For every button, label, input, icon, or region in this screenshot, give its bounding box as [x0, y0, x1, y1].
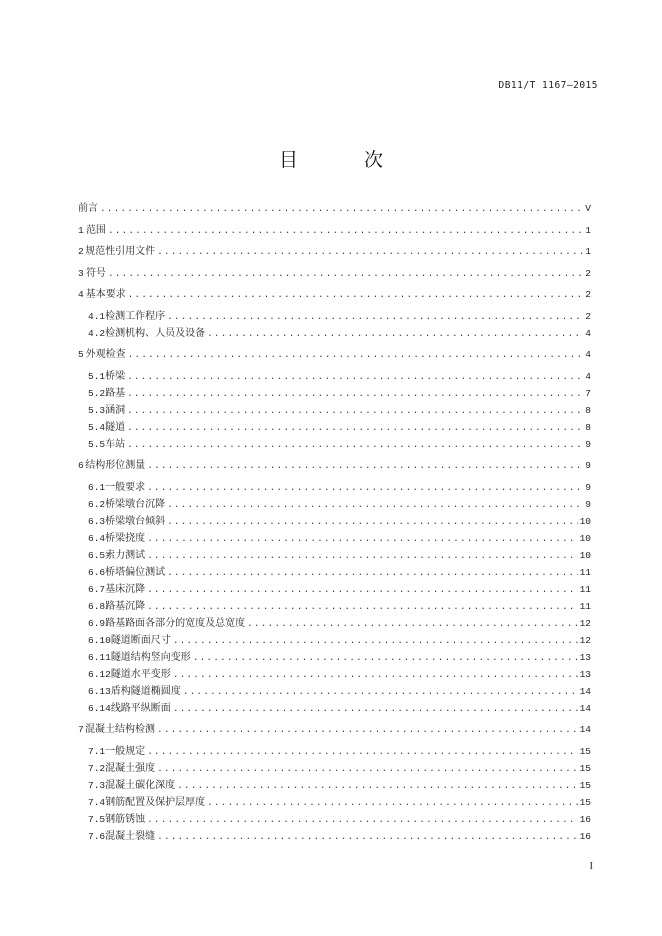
toc-entry-page: 1 — [585, 224, 591, 236]
toc-entry[interactable] — [78, 418, 591, 435]
toc-entry-title: 结构形位测量 — [85, 460, 146, 471]
toc-entry[interactable] — [78, 264, 591, 281]
toc-entry-title: 涵洞 — [105, 404, 126, 416]
toc-entry-title: 桥梁挠度 — [105, 532, 146, 544]
toc-entry-page: 2 — [585, 267, 591, 279]
toc-entry-page: 14 — [579, 702, 591, 714]
toc-entry-page: 14 — [579, 724, 591, 735]
toc-entry-page: 15 — [579, 779, 591, 791]
toc-entry-page: 4 — [585, 349, 591, 360]
toc-dot-leader — [127, 371, 583, 382]
toc-entry[interactable] — [78, 199, 591, 216]
toc-entry[interactable] — [78, 546, 591, 563]
toc-entry[interactable] — [78, 776, 591, 793]
toc-entry-page: 12 — [579, 617, 591, 629]
toc-dot-leader — [157, 246, 583, 257]
toc-entry-number: 6.10 — [88, 634, 111, 646]
toc-entry[interactable] — [78, 285, 591, 302]
toc-entry-number: 6.13 — [88, 685, 111, 697]
toc-entry-title: 外观检查 — [85, 349, 126, 360]
toc-entry-title: 前言 — [78, 203, 98, 214]
toc-entry-title: 线路平纵断面 — [110, 702, 171, 714]
toc-dot-leader — [108, 268, 583, 279]
toc-entry[interactable] — [78, 324, 591, 341]
toc-entry-page: 9 — [585, 481, 591, 493]
toc-entry-number: 7.6 — [88, 830, 106, 842]
toc-entry-title: 规范性引用文件 — [85, 246, 156, 257]
toc-entry-title: 路基路面各部分的宽度及总宽度 — [105, 617, 246, 629]
toc-entry-page: 15 — [579, 745, 591, 757]
toc-entry[interactable] — [78, 580, 591, 597]
toc-dot-leader — [147, 460, 583, 471]
toc-entry-page: 11 — [579, 600, 591, 612]
toc-entry-page: 11 — [579, 583, 591, 595]
toc-entry-title: 隧道断面尺寸 — [110, 634, 171, 646]
toc-entry-number: 7.2 — [88, 762, 106, 774]
toc-entry-title: 隧道 — [105, 421, 126, 433]
toc-entry-title: 桥梁墩台倾斜 — [105, 515, 166, 527]
toc-entry-page: 13 — [579, 668, 591, 680]
toc-dot-leader — [167, 567, 577, 578]
toc-entry-page: 1 — [585, 246, 591, 257]
page-number: I — [589, 861, 593, 872]
toc-entry-number: 6.1 — [88, 481, 106, 493]
toc-entry[interactable] — [78, 307, 591, 324]
toc-dot-leader — [147, 814, 577, 825]
toc-entry[interactable] — [78, 597, 591, 614]
toc-entry[interactable] — [78, 648, 591, 665]
toc-entry-page: 16 — [579, 830, 591, 842]
toc-entry-title: 桥梁 — [105, 370, 126, 382]
toc-entry-number: 5.4 — [88, 421, 106, 433]
toc-entry-title: 范围 — [85, 224, 106, 236]
toc-entry-number: 4.2 — [88, 327, 106, 339]
toc-entry-title: 桥梁墩台沉降 — [105, 498, 166, 510]
toc-entry[interactable] — [78, 631, 591, 648]
page-title: 目 次 — [278, 149, 414, 171]
table-of-contents — [78, 199, 591, 844]
toc-entry-page: 12 — [579, 634, 591, 646]
toc-entry-number: 5.3 — [88, 404, 106, 416]
toc-dot-leader — [157, 763, 577, 774]
toc-entry-title: 混凝土裂缝 — [105, 830, 156, 842]
toc-entry-number: 6.3 — [88, 515, 106, 527]
toc-entry[interactable] — [78, 401, 591, 418]
toc-dot-leader — [147, 533, 577, 544]
toc-entry[interactable] — [78, 529, 591, 546]
toc-entry-page: 9 — [585, 498, 591, 510]
toc-entry[interactable] — [78, 242, 591, 259]
toc-dot-leader — [147, 746, 577, 757]
toc-entry-number: 4.1 — [88, 310, 106, 322]
toc-entry-number: 1 — [78, 224, 84, 236]
toc-entry[interactable] — [78, 614, 591, 631]
toc-entry[interactable] — [78, 367, 591, 384]
toc-dot-leader — [127, 388, 583, 399]
toc-entry-page: 8 — [585, 421, 591, 433]
toc-dot-leader — [173, 669, 578, 680]
toc-entry-title: 检测工作程序 — [105, 310, 166, 322]
toc-entry[interactable] — [78, 827, 591, 844]
toc-entry-page: 13 — [579, 651, 591, 663]
toc-entry[interactable] — [78, 810, 591, 827]
toc-entry[interactable] — [78, 793, 591, 810]
toc-entry[interactable] — [78, 563, 591, 580]
toc-entry-page: 9 — [585, 438, 591, 450]
toc-entry-number: 7.3 — [88, 779, 106, 791]
toc-entry-page: 14 — [579, 685, 591, 697]
toc-entry-title: 隧道水平变形 — [110, 668, 171, 680]
toc-entry-number: 4 — [78, 289, 84, 300]
toc-dot-leader — [127, 422, 583, 433]
toc-entry-number: 3 — [78, 267, 84, 279]
toc-entry-title: 隧道结构竖向变形 — [110, 651, 191, 663]
toc-entry-title: 基床沉降 — [105, 583, 146, 595]
toc-dot-leader — [147, 584, 577, 595]
toc-entry-page: 10 — [579, 532, 591, 544]
toc-entry-number: 6 — [78, 460, 84, 471]
toc-entry-page: 11 — [579, 566, 591, 578]
toc-entry-title: 检测机构、人员及设备 — [105, 327, 206, 339]
toc-entry[interactable] — [78, 699, 591, 716]
toc-entry-title: 盾构隧道椭圆度 — [110, 685, 181, 697]
toc-dot-leader — [108, 225, 583, 236]
toc-entry-title: 索力测试 — [105, 549, 146, 561]
toc-entry-number: 5.5 — [88, 438, 106, 450]
toc-dot-leader — [167, 499, 583, 510]
toc-entry-page: 9 — [585, 460, 591, 471]
toc-entry-title: 钢筋锈蚀 — [105, 813, 146, 825]
toc-dot-leader — [207, 797, 577, 808]
toc-dot-leader — [127, 405, 583, 416]
toc-entry[interactable] — [78, 720, 591, 737]
toc-entry-number: 7.1 — [88, 745, 106, 757]
toc-entry[interactable] — [78, 456, 591, 473]
toc-entry-number: 5.2 — [88, 387, 106, 399]
toc-entry-page: 10 — [579, 515, 591, 527]
toc-entry-number: 6.4 — [88, 532, 106, 544]
toc-dot-leader — [128, 349, 584, 360]
toc-entry[interactable] — [78, 759, 591, 776]
toc-dot-leader — [127, 439, 583, 450]
toc-entry-number: 7.5 — [88, 813, 106, 825]
toc-entry-page: V — [585, 203, 591, 214]
toc-entry-page: 4 — [585, 370, 591, 382]
toc-dot-leader — [173, 703, 578, 714]
toc-dot-leader — [100, 203, 583, 214]
toc-dot-leader — [157, 831, 577, 842]
toc-entry-page: 16 — [579, 813, 591, 825]
toc-entry-title: 混凝土强度 — [105, 762, 156, 774]
toc-entry-title: 一般规定 — [105, 745, 146, 757]
toc-dot-leader — [193, 652, 578, 663]
toc-entry[interactable] — [78, 742, 591, 759]
toc-entry-number: 6.2 — [88, 498, 106, 510]
toc-entry[interactable] — [78, 512, 591, 529]
toc-dot-leader — [177, 780, 577, 791]
toc-entry-number: 5.1 — [88, 370, 106, 382]
toc-entry-title: 车站 — [105, 438, 126, 450]
toc-dot-leader — [128, 289, 584, 300]
toc-dot-leader — [157, 724, 578, 735]
toc-entry-title: 路基 — [105, 387, 126, 399]
toc-entry[interactable] — [78, 682, 591, 699]
toc-entry-title: 混凝土结构检测 — [85, 724, 156, 735]
toc-dot-leader — [247, 618, 577, 629]
toc-entry[interactable] — [78, 221, 591, 238]
toc-entry-number: 6.6 — [88, 566, 106, 578]
toc-entry-number: 6.7 — [88, 583, 106, 595]
toc-entry-title: 桥塔偏位测试 — [105, 566, 166, 578]
toc-entry-number: 6.8 — [88, 600, 106, 612]
toc-dot-leader — [173, 635, 578, 646]
toc-entry[interactable] — [78, 384, 591, 401]
toc-entry-title: 一般要求 — [105, 481, 146, 493]
toc-dot-leader — [147, 550, 577, 561]
toc-dot-leader — [183, 686, 578, 697]
toc-dot-leader — [147, 601, 577, 612]
toc-entry-page: 15 — [579, 762, 591, 774]
toc-dot-leader — [207, 328, 583, 339]
toc-entry-number: 6.11 — [88, 651, 111, 663]
toc-entry-page: 8 — [585, 404, 591, 416]
toc-entry[interactable] — [78, 478, 591, 495]
toc-entry-title: 符号 — [85, 267, 106, 279]
toc-entry-page: 7 — [585, 387, 591, 399]
toc-entry[interactable] — [78, 345, 591, 362]
toc-dot-leader — [147, 482, 583, 493]
document-code: DB11/T 1167—2015 — [498, 80, 598, 91]
toc-entry-number: 7.4 — [88, 796, 106, 808]
toc-entry-title: 路基沉降 — [105, 600, 146, 612]
toc-entry-title: 钢筋配置及保护层厚度 — [105, 796, 206, 808]
toc-entry-number: 6.9 — [88, 617, 106, 629]
toc-dot-leader — [167, 311, 583, 322]
toc-entry[interactable] — [78, 665, 591, 682]
toc-entry-page: 2 — [585, 289, 591, 300]
toc-entry-page: 4 — [585, 327, 591, 339]
toc-entry-number: 6.5 — [88, 549, 106, 561]
toc-entry-number: 6.14 — [88, 702, 111, 714]
toc-dot-leader — [167, 516, 577, 527]
toc-entry-number: 7 — [78, 724, 84, 735]
toc-entry-title: 混凝土碳化深度 — [105, 779, 176, 791]
toc-entry-page: 15 — [579, 796, 591, 808]
toc-entry-number: 6.12 — [88, 668, 111, 680]
toc-entry-number: 2 — [78, 246, 84, 257]
toc-entry-page: 10 — [579, 549, 591, 561]
toc-entry[interactable] — [78, 435, 591, 452]
toc-entry-number: 5 — [78, 349, 84, 360]
toc-entry-page: 2 — [585, 310, 591, 322]
toc-entry[interactable] — [78, 495, 591, 512]
toc-entry-title: 基本要求 — [85, 289, 126, 300]
